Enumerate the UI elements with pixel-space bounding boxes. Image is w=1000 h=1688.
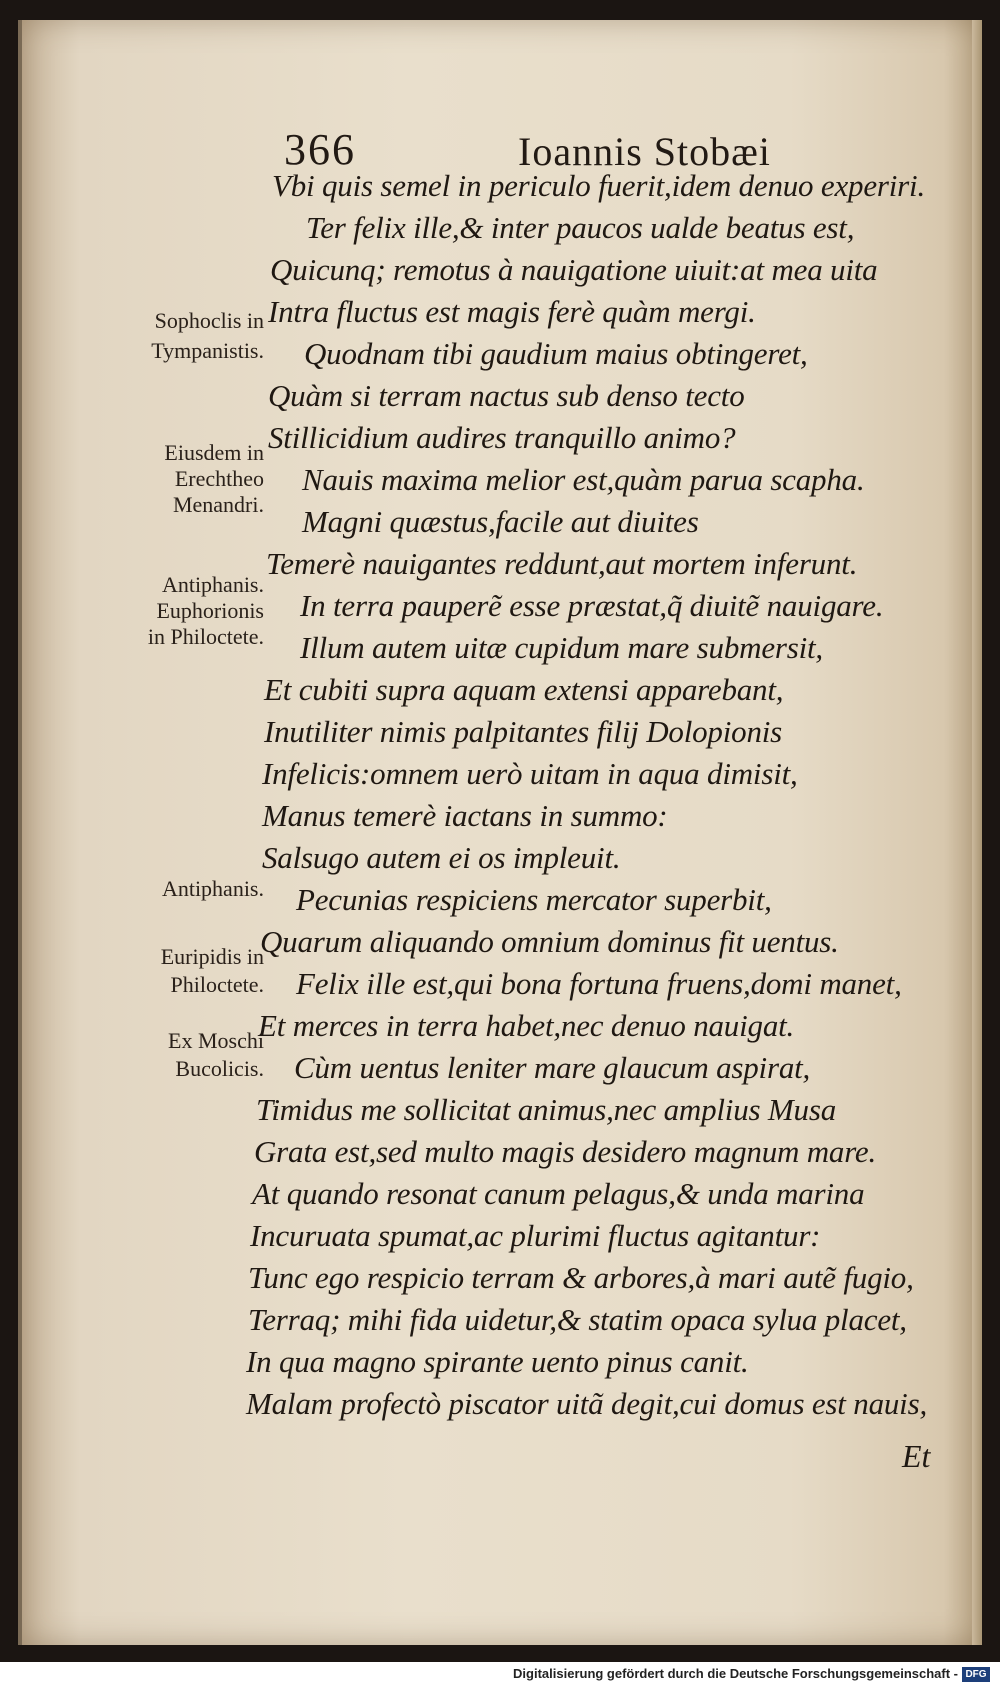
footer-credit: Digitalisierung gefördert durch die Deutsche Forschungsgemeinschaft - (513, 1666, 958, 1681)
text-line: Inutiliter nimis palpitantes filij Dolopionis (264, 714, 783, 749)
dfg-logo-icon: DFG (962, 1667, 990, 1682)
text-line: Incuruata spumat,ac plurimi fluctus agitantur: (250, 1218, 821, 1253)
margin-note: Philoctete. (170, 972, 264, 997)
page-edge (972, 20, 982, 1645)
margin-note: Antiphanis. (161, 876, 264, 901)
margin-note: Menandri. (172, 492, 264, 517)
footer-bar (0, 1662, 1000, 1688)
text-line: Et merces in terra habet,nec denuo nauigat. (258, 1008, 795, 1043)
text-line: Terraq; mihi fida uidetur,& statim opaca sylua placet, (248, 1302, 907, 1337)
text-line: Quicunq; remotus à nauigatione uiuit:at mea uita (270, 252, 878, 287)
text-line: Et cubiti supra aquam extensi apparebant, (264, 672, 784, 707)
margin-note: Sophoclis in (154, 308, 264, 333)
text-line: Illum autem uitæ cupidum mare submersit, (300, 630, 823, 665)
page-number: 366 (284, 125, 356, 174)
text-line: Quarum aliquando omnium dominus fit uentus. (260, 924, 839, 959)
text-line: Timidus me sollicitat animus,nec amplius Musa (256, 1092, 837, 1127)
catchword: Et (902, 1438, 931, 1474)
margin-note: Euripidis in (160, 944, 264, 969)
margin-note: Euphorionis (156, 598, 264, 623)
text-line: Nauis maxima melior est,quàm parua scapha. (302, 462, 865, 497)
text-line: Manus temerè iactans in summo: (262, 798, 668, 833)
text-line: Vbi quis semel in periculo fuerit,idem denuo experiri. (272, 168, 925, 203)
text-line: Quàm si terram nactus sub denso tecto (268, 378, 745, 413)
running-head: Ioannis Stobæi (518, 129, 771, 174)
text-line: Intra fluctus est magis ferè quàm mergi. (268, 294, 756, 329)
margin-note: Antiphanis. (161, 572, 264, 597)
text-line: Quodnam tibi gaudium maius obtingeret, (304, 336, 808, 371)
margin-note: Erechtheo (174, 466, 264, 491)
margin-note: Tympanistis. (151, 338, 264, 363)
text-line: Temerè nauigantes reddunt,aut mortem inferunt. (266, 546, 858, 581)
text-line: Cùm uentus leniter mare glaucum aspirat, (294, 1050, 811, 1085)
text-line: Grata est,sed multo magis desidero magnum mare. (254, 1134, 877, 1169)
text-line: Pecunias respiciens mercator superbit, (296, 882, 772, 917)
text-line: In qua magno spirante uento pinus canit. (246, 1344, 749, 1379)
margin-note: Bucolicis. (175, 1056, 264, 1081)
margin-note: Ex Moschi (168, 1028, 264, 1053)
text-line: Tunc ego respicio terram & arbores,à mari autẽ fugio, (248, 1260, 914, 1295)
text-line: Infelicis:omnem uerò uitam in aqua dimisit, (262, 756, 798, 791)
text-line: In terra pauperẽ esse præstat,q̃ diuitẽ nauigare. (300, 588, 884, 623)
text-line: Salsugo autem ei os impleuit. (262, 840, 621, 875)
text-line: Magni quæstus,facile aut diuites (302, 504, 699, 539)
book-page (18, 20, 982, 1645)
text-line: Ter felix ille,& inter paucos ualde beatus est, (306, 210, 855, 245)
margin-note: in Philoctete. (147, 624, 264, 649)
text-line: Felix ille est,qui bona fortuna fruens,domi manet, (296, 966, 902, 1001)
text-line: Malam profectò piscator uitã degit,cui domus est nauis, (246, 1386, 927, 1421)
text-line: At quando resonat canum pelagus,& unda marina (252, 1176, 865, 1211)
margin-note: Eiusdem in (164, 440, 264, 465)
text-line: Stillicidium audires tranquillo animo? (268, 420, 736, 455)
